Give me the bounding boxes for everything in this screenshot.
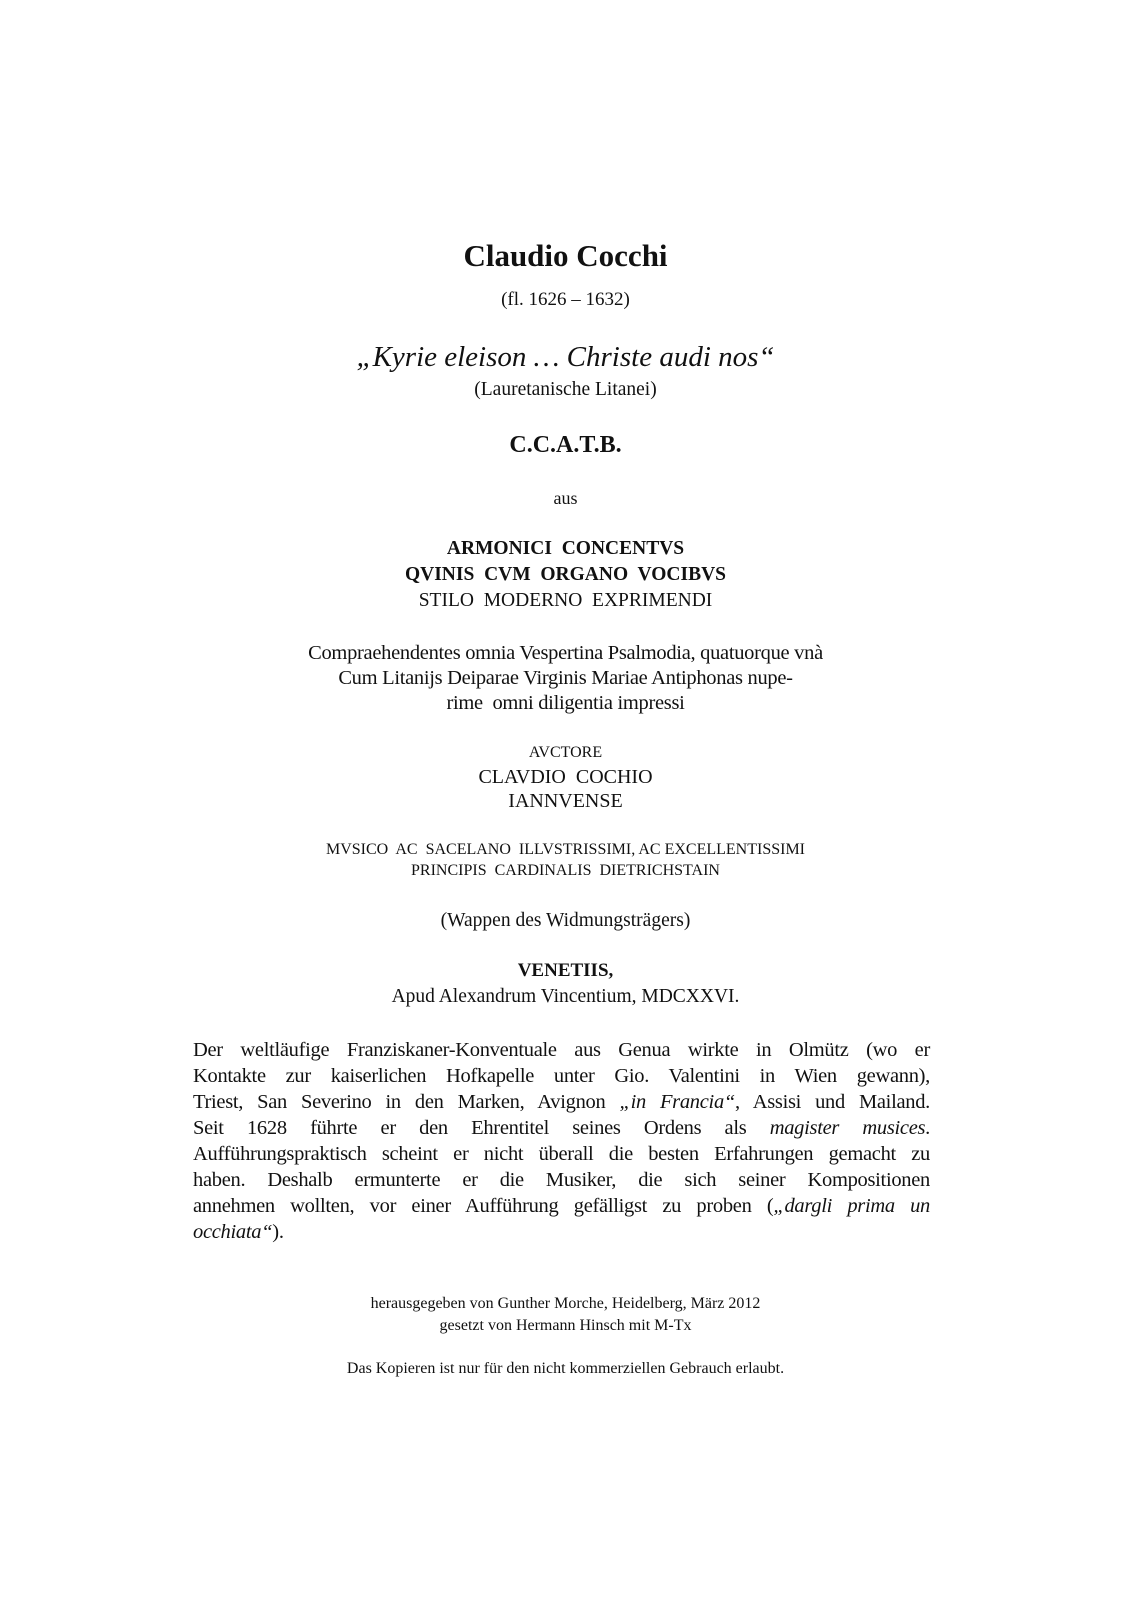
text: annehmen wollten, vor einer Aufführung gefälligst zu proben (	[193, 1195, 774, 1217]
italic-text: occhiata“	[193, 1221, 273, 1243]
work-title: „Kyrie eleison … Christe audi nos“	[356, 341, 775, 373]
typesetter-credit: gesetzt von Hermann Hinsch mit M-Tx	[439, 1317, 692, 1334]
italic-text: „in Francia“	[619, 1091, 735, 1113]
dedication-line: MVSICO AC SACELANO ILLVSTRISSIMI, AC EXCELLENTISSIMI	[326, 841, 805, 858]
printer: Apud Alexandrum Vincentium, MDCXXVI.	[391, 986, 740, 1007]
paragraph-line	[193, 1219, 930, 1245]
biography-paragraph	[193, 1037, 930, 1245]
work-subtitle: (Lauretanische Litanei)	[474, 379, 657, 400]
coat-of-arms-note: (Wappen des Widmungsträgers)	[440, 910, 691, 931]
source-title-line: QVINIS CVM ORGANO VOCIBVS	[404, 564, 727, 585]
author-name: CLAVDIO COCHIO	[478, 766, 653, 788]
source-desc-line: rime omni diligentia impressi	[446, 692, 685, 714]
editor-credit: herausgegeben von Gunther Morche, Heidelberg, März 2012	[370, 1295, 761, 1312]
aus-label: aus	[553, 488, 578, 508]
paragraph-line: Der weltläufige Franziskaner-Konventuale aus Genua wirkte in Olmütz (wo er	[193, 1039, 930, 1061]
copyright-note: Das Kopieren ist nur für den nicht kommerziellen Gebrauch erlaubt.	[346, 1360, 785, 1377]
dedication-line: PRINCIPIS CARDINALIS DIETRICHSTAIN	[411, 862, 720, 879]
text: Triest, San Severino in den Marken, Avignon	[193, 1091, 620, 1113]
italic-text: „dargli prima un	[773, 1195, 931, 1217]
voices: C.C.A.T.B.	[509, 432, 622, 458]
source-desc-line: Cum Litanijs Deiparae Virginis Mariae Antiphonas nupe-	[338, 667, 793, 689]
author-origin: IANNVENSE	[508, 790, 623, 812]
italic-text: magister musices	[769, 1117, 926, 1139]
paragraph-line	[193, 1193, 930, 1219]
paragraph-line	[193, 1115, 930, 1141]
text: Seit 1628 führte er den Ehrentitel seines Ordens als	[193, 1117, 770, 1139]
paragraph-line: Kontakte zur kaiserlichen Hofkapelle unter Gio. Valentini in Wien gewann),	[193, 1065, 930, 1087]
composer-dates: (fl. 1626 – 1632)	[501, 289, 630, 310]
paragraph-line: Aufführungspraktisch scheint er nicht überall die besten Erfahrungen gemacht zu	[193, 1143, 930, 1165]
source-title-line: ARMONICI CONCENTVS	[446, 538, 685, 559]
source-title-line: STILO MODERNO EXPRIMENDI	[418, 590, 713, 611]
place: VENETIIS,	[517, 960, 614, 981]
paragraph-line: haben. Deshalb ermunterte er die Musiker, die sich seiner Kompositionen	[193, 1169, 930, 1191]
text: .	[925, 1117, 930, 1139]
source-desc-line: Compraehendentes omnia Vespertina Psalmodia, quatuorque vnà	[308, 642, 823, 664]
text: ).	[272, 1221, 284, 1243]
auctore-label: AVCTORE	[528, 744, 603, 761]
paragraph-line	[193, 1089, 930, 1115]
composer-name: Claudio Cocchi	[463, 238, 668, 273]
text: , Assisi und Mailand.	[735, 1091, 930, 1113]
